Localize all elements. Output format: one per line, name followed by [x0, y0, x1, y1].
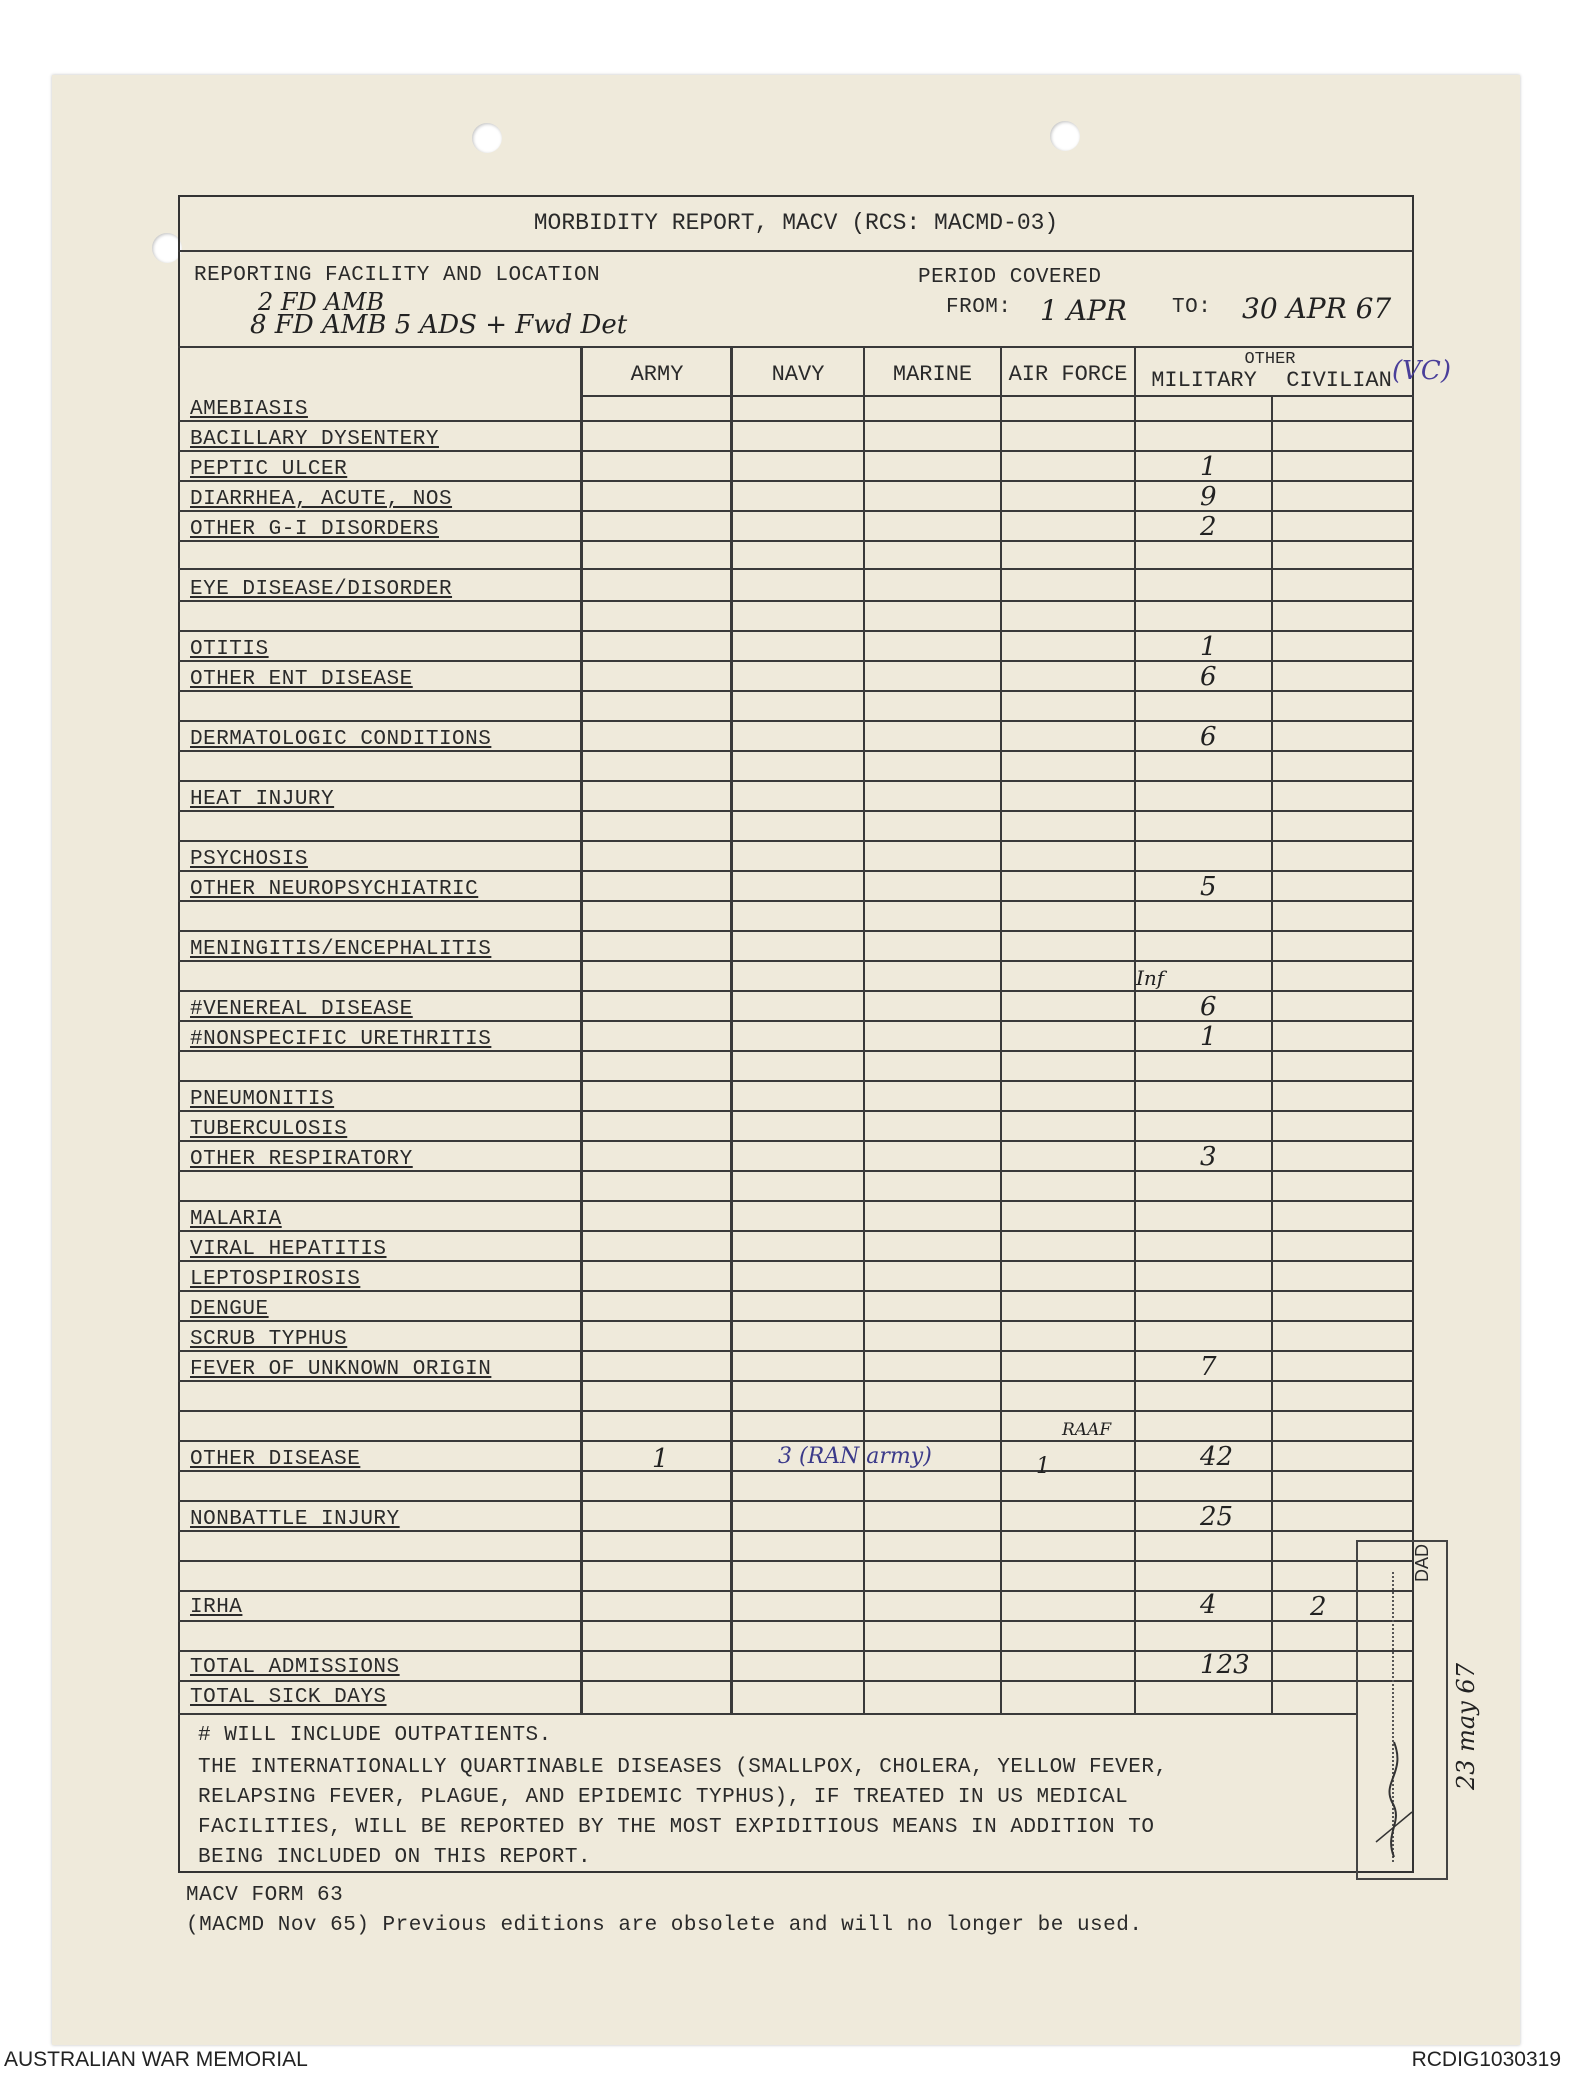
- grid-line: [178, 1080, 1414, 1082]
- row-military-value: 25: [1200, 1502, 1234, 1532]
- row-label: SCRUB TYPHUS: [190, 1328, 348, 1351]
- footer-left: AUSTRALIAN WAR MEMORIAL: [4, 2048, 308, 2071]
- col-air-force: AIR FORCE: [1008, 362, 1128, 387]
- col-army: ARMY: [630, 362, 684, 387]
- col-other-label: OTHER: [1244, 350, 1296, 369]
- row-military-value: 5: [1200, 872, 1217, 902]
- row-label: OTHER RESPIRATORY: [190, 1148, 413, 1171]
- note-1: # WILL INCLUDE OUTPATIENTS.: [198, 1724, 552, 1747]
- punch-hole: [1050, 121, 1080, 151]
- facility-handwritten-1: 2 FD AMB: [258, 288, 384, 316]
- irha-civilian: 2: [1310, 1592, 1327, 1622]
- row-label: TOTAL SICK DAYS: [190, 1686, 387, 1709]
- row-label: OTHER ENT DISEASE: [190, 668, 413, 691]
- grid-line: [178, 568, 1414, 570]
- row-label: NONBATTLE INJURY: [190, 1508, 400, 1531]
- row-military-value: 1: [1200, 452, 1217, 482]
- row-military-value: 6: [1200, 722, 1217, 752]
- row-label: MENINGITIS/ENCEPHALITIS: [190, 938, 492, 961]
- row-label: EYE DISEASE/DISORDER: [190, 578, 453, 601]
- grid-line: [178, 1230, 1414, 1232]
- footer-right: RCDIG1030319: [1411, 2048, 1561, 2071]
- signature-mark: [1364, 1732, 1424, 1862]
- other-disease-army: 1: [652, 1444, 669, 1474]
- grid-line: [178, 480, 1414, 482]
- row-military-value: 7: [1200, 1352, 1217, 1382]
- row-label: #VENEREAL DISEASE: [190, 998, 413, 1021]
- grid-line: [178, 1200, 1414, 1202]
- row-label: AMEBIASIS: [190, 398, 308, 421]
- row-label: MALARIA: [190, 1208, 282, 1231]
- stamp-date: 23 may 67: [1452, 1663, 1480, 1790]
- to-value: 30 APR 67: [1242, 292, 1392, 325]
- col-marine: MARINE: [892, 362, 973, 387]
- row-military-value: 9: [1200, 482, 1217, 512]
- civilian-note: (VC): [1392, 356, 1451, 386]
- grid-line: [178, 630, 1414, 632]
- grid-line: [178, 810, 1414, 812]
- facility-handwritten-2: 8 FD AMB 5 ADS + Fwd Det: [250, 310, 628, 340]
- grid-line: [178, 420, 1414, 422]
- row-military-value: 6: [1200, 662, 1217, 692]
- row-military-value: 1: [1200, 1022, 1217, 1052]
- row-label: DENGUE: [190, 1298, 269, 1321]
- grid-line: [178, 1350, 1414, 1352]
- form-number: MACV FORM 63: [186, 1884, 344, 1907]
- row-label: LEPTOSPIROSIS: [190, 1268, 361, 1291]
- form-edition: (MACMD Nov 65) Previous editions are obsolete and will no longer be used.: [186, 1914, 1143, 1937]
- col-navy: NAVY: [771, 362, 825, 387]
- other-disease-af-note: RAAF: [1062, 1420, 1112, 1440]
- punch-hole: [472, 123, 502, 153]
- row-label: OTHER NEUROPSYCHIATRIC: [190, 878, 479, 901]
- grid-line: [178, 990, 1414, 992]
- grid-line: [178, 780, 1414, 782]
- row-military-value: 3: [1200, 1142, 1217, 1172]
- note-2: THE INTERNATIONALLY QUARTINABLE DISEASES (SMALLPOX, CHOLERA, YELLOW FEVER,: [198, 1756, 1168, 1779]
- row-military-value: 42: [1200, 1442, 1234, 1472]
- row-label: OTHER G-I DISORDERS: [190, 518, 439, 541]
- grid-line: [178, 660, 1414, 662]
- row-label: PNEUMONITIS: [190, 1088, 335, 1111]
- row-label: FEVER OF UNKNOWN ORIGIN: [190, 1358, 492, 1381]
- grid-line: [178, 1140, 1414, 1142]
- grid-line: [178, 870, 1414, 872]
- note-4: FACILITIES, WILL BE REPORTED BY THE MOST EXPIDITIOUS MEANS IN ADDITION TO: [198, 1816, 1155, 1839]
- other-disease-af: 1: [1036, 1454, 1050, 1479]
- grid-line: [178, 1320, 1414, 1322]
- row-military-value: 2: [1200, 512, 1217, 542]
- row-military-value: 123: [1200, 1650, 1250, 1680]
- row-label: OTHER DISEASE: [190, 1448, 361, 1471]
- row-label: TUBERCULOSIS: [190, 1118, 348, 1141]
- col-other-military: MILITARY: [1151, 368, 1257, 393]
- row-military-value: 4: [1200, 1590, 1217, 1620]
- grid-line: [178, 1290, 1414, 1292]
- row-label: OTITIS: [190, 638, 269, 661]
- form-title: MORBIDITY REPORT, MACV (RCS: MACMD-03): [533, 210, 1059, 236]
- grid-line: [178, 1410, 1414, 1412]
- row-label: DERMATOLOGIC CONDITIONS: [190, 728, 492, 751]
- grid-line: [178, 930, 1414, 932]
- row-label: PEPTIC ULCER: [190, 458, 348, 481]
- period-label: PERIOD COVERED: [918, 266, 1102, 289]
- grid-line: [178, 1680, 1414, 1682]
- row-military-value: 6: [1200, 992, 1217, 1022]
- other-disease-navy: 3 (RAN army): [778, 1444, 932, 1469]
- grid-line: [178, 1590, 1414, 1592]
- col-civilian: CIVILIAN: [1286, 368, 1392, 393]
- to-label: TO:: [1172, 296, 1212, 319]
- row-label: BACILLARY DYSENTERY: [190, 428, 439, 451]
- grid-line: [178, 1560, 1414, 1562]
- row-label: IRHA: [190, 1596, 243, 1619]
- approval-stamp-box: [1356, 1540, 1448, 1880]
- facility-label: REPORTING FACILITY AND LOCATION: [194, 264, 601, 287]
- grid-line: [178, 840, 1414, 842]
- stamp-label: DAD: [1412, 1543, 1432, 1582]
- from-value: 1 APR: [1040, 294, 1127, 327]
- note-5: BEING INCLUDED ON THIS REPORT.: [198, 1846, 592, 1869]
- note-3: RELAPSING FEVER, PLAGUE, AND EPIDEMIC TYPHUS), IF TREATED IN US MEDICAL: [198, 1786, 1129, 1809]
- row-label: #NONSPECIFIC URETHRITIS: [190, 1028, 492, 1051]
- row-label: PSYCHOSIS: [190, 848, 308, 871]
- row-label: DIARRHEA, ACUTE, NOS: [190, 488, 453, 511]
- row-label: VIRAL HEPATITIS: [190, 1238, 387, 1261]
- vd-note: Inf: [1136, 966, 1165, 990]
- row-military-value: 1: [1200, 632, 1217, 662]
- row-label: TOTAL ADMISSIONS: [190, 1656, 400, 1679]
- grid-line: [178, 1110, 1414, 1112]
- from-label: FROM:: [946, 296, 1012, 319]
- row-label: HEAT INJURY: [190, 788, 335, 811]
- grid-line: [178, 720, 1414, 722]
- grid-line: [178, 1620, 1414, 1622]
